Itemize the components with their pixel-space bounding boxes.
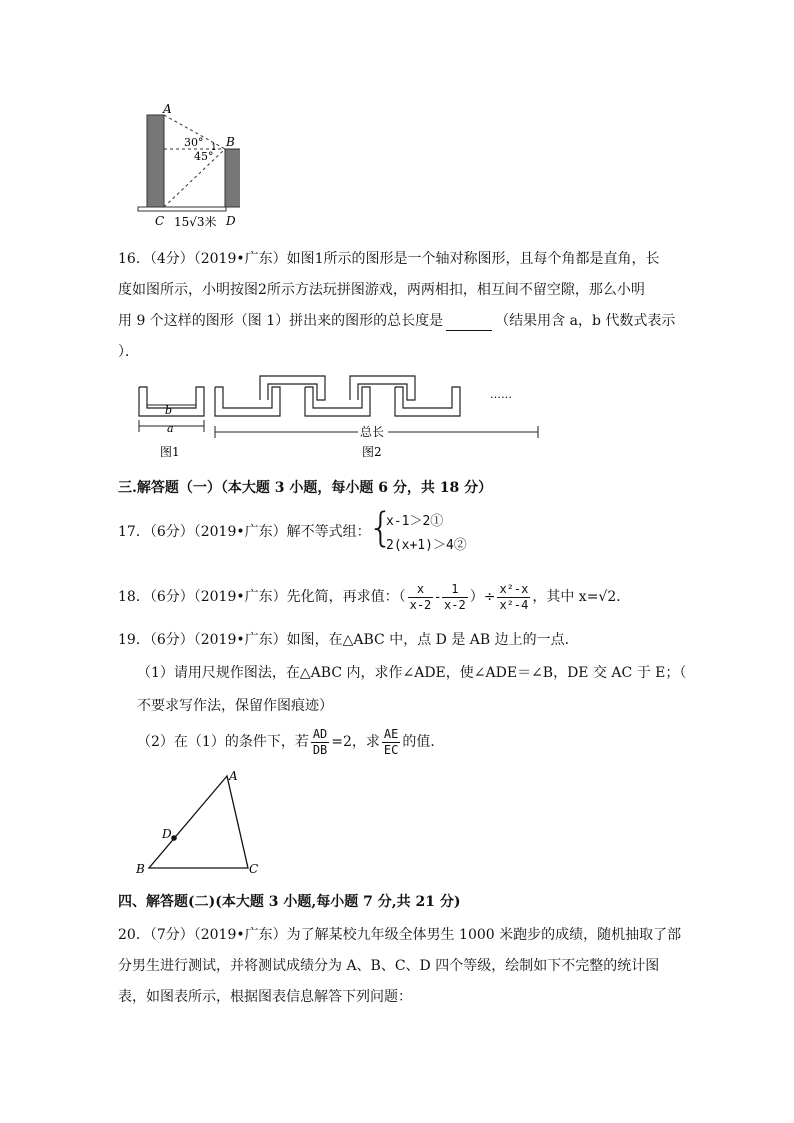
q17-ineq2: 2(x+1)＞4② (386, 538, 467, 553)
q16-line1: 16．（4分）（2019•广东）如图1所示的图形是一个轴对称图形，且每个角都是直角，长 (118, 251, 660, 267)
q19-frac2-den: EC (383, 742, 399, 757)
q18-frac3 (497, 582, 530, 613)
q18-frac3-den: x²-4 (499, 597, 529, 612)
q18-close: ）÷ (469, 589, 496, 605)
q19-line4 (137, 722, 444, 762)
triangle-abc (149, 776, 248, 868)
q18-frac2-num: 1 (442, 582, 468, 598)
q18-prefix: 18．（6分）（2019•广东）先化简，再求值： (118, 589, 399, 605)
figure-buildings (130, 100, 240, 230)
q19-line4-mid: =2，求 (331, 734, 380, 750)
q20-line1: 20．（7分）（2019•广东）为了解某校九年级全体男生 1000 米跑步的成绩，随机抽取了部 (118, 927, 682, 943)
q18-frac2-den: x-2 (444, 597, 466, 612)
q18-frac3-num: x²-x (499, 581, 529, 596)
q19-line3: 不要求写作法，保留作图痕迹） (137, 698, 333, 714)
q18-line (118, 577, 630, 617)
q19-line1: 19．（6分）（2019•广东）如图，在△ABC 中，点 D 是 AB 边上的一点． (118, 632, 579, 648)
q17-ineq1: x-1＞2① (386, 514, 444, 529)
q19-frac2-num: AE (383, 726, 399, 741)
brace: { (368, 505, 394, 551)
q19-frac2 (382, 727, 400, 758)
label-c: C (155, 214, 165, 228)
q19-line4-pre: （2）在（1）的条件下，若 (137, 734, 309, 750)
q18-suffix: ，其中 x=√2． (532, 589, 631, 605)
fig2-caption: 图2 (362, 445, 382, 459)
distance-label: 15√3米 (174, 215, 217, 229)
vertex-c: C (249, 862, 259, 876)
angle-1: 1 (211, 143, 217, 153)
point-d (171, 835, 177, 841)
q16-line3-post: （结果用含 a，b 代数式表示 (495, 313, 676, 329)
label-b: b (165, 404, 173, 417)
figure-triangle (130, 765, 270, 880)
label-a: a (167, 422, 174, 435)
q20-line3: 表，如图表所示，根据图表信息解答下列问题： (118, 989, 412, 1005)
answer-blank (446, 317, 492, 331)
point-d-label: D (162, 827, 172, 841)
vertex-b: B (136, 862, 145, 876)
section3-title: 三.解答题（一）（本大题 3 小题，每小题 6 分，共 18 分） (118, 480, 493, 496)
q19-line2: （1）请用尺规作图法，在△ABC 内，求作∠ADE，使∠ADE＝∠B，DE 交 AC 于 E；（ (137, 665, 687, 681)
label-d: D (226, 214, 236, 228)
q16-line2: 度如图所示，小明按图2所示方法玩拼图游戏，两两相扣，相互间不留空隙，那么小明 (118, 282, 645, 298)
label-b: B (226, 135, 235, 149)
q18-frac1-den: x-2 (409, 597, 432, 612)
figure-puzzle (130, 370, 550, 460)
ellipsis: …… (490, 388, 512, 401)
fig2-shapes (215, 376, 460, 416)
q19-frac1-num: AD (312, 726, 328, 741)
ground (138, 207, 226, 211)
q17-prefix: 17．（6分）（2019•广东）解不等式组： (118, 524, 371, 540)
q18-frac1-num: x (408, 582, 434, 598)
building-b (225, 149, 240, 207)
section4-title: 四、解答题(二)(本大题 3 小题,每小题 7 分,共 21 分) (118, 894, 461, 910)
fig1-caption: 图1 (160, 445, 180, 459)
q18-minus: - (435, 589, 441, 605)
label-a: A (163, 102, 172, 116)
q18-frac1 (408, 582, 434, 613)
q16-line3-pre: 用 9 个这样的图形（图 1）拼出来的图形的总长度是 (118, 313, 444, 329)
angle-45: 45° (194, 150, 214, 163)
q19-frac1-den: DB (312, 742, 328, 757)
angle-30: 30° (184, 136, 204, 149)
q16-line4: ）． (118, 344, 139, 360)
q20-line2: 分男生进行测试，并将测试成绩分为 A、B、C、D 四个等级，绘制如下不完整的统计图 (118, 958, 660, 974)
total-label: 总长 (360, 425, 385, 439)
q19-frac1 (311, 727, 329, 758)
q18-frac2 (442, 582, 468, 613)
building-a (147, 115, 164, 207)
q19-line4-post: 的值． (402, 734, 445, 750)
q16-line3 (118, 311, 675, 331)
vertex-a: A (229, 769, 238, 783)
q18-open: （ (398, 589, 406, 605)
